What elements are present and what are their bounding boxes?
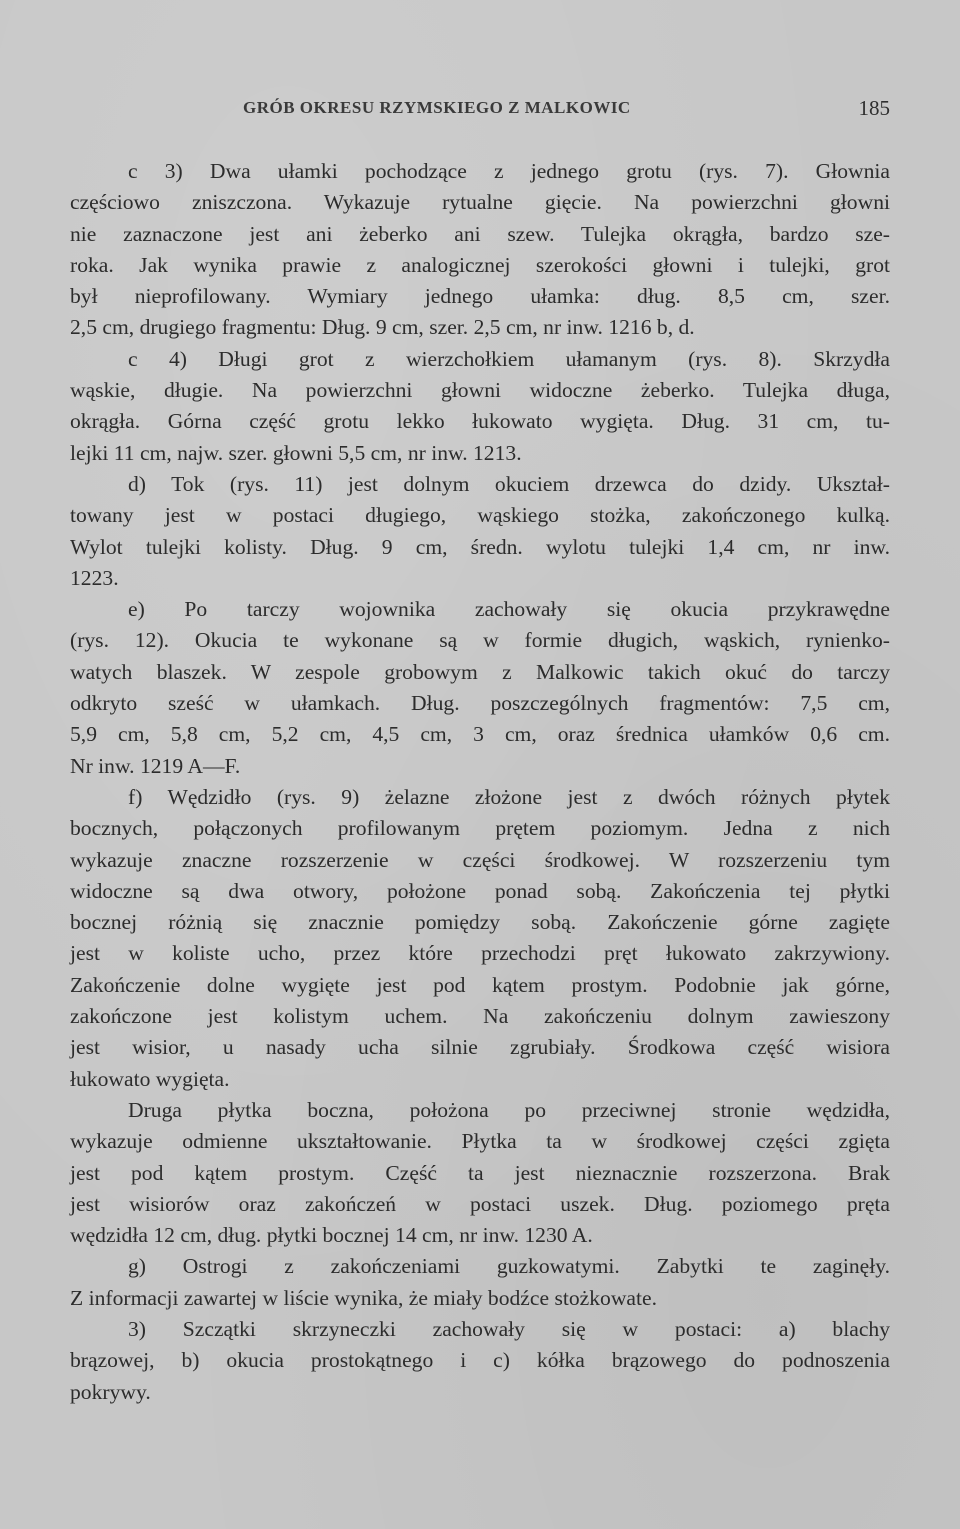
text-line: g) Ostrogi z zakończeniami guzkowatymi. Zabytki te zaginęły. <box>128 1254 890 1279</box>
page-number: 185 <box>858 96 890 120</box>
text-line: pokrywy. <box>70 1379 151 1404</box>
text-line: 3) Szczątki skrzyneczki zachowały się w postaci: a) blachy <box>128 1316 890 1341</box>
text-line: wędzidła 12 cm, dług. płytki bocznej 14 cm, nr inw. 1230 A. <box>70 1223 593 1248</box>
text-line: jest pod kątem prostym. Część ta jest nieznacznie rozszerzona. Brak <box>70 1160 890 1185</box>
text-line: bocznych, połączonych profilowanym prętem poziomym. Jedna z nich <box>70 816 890 841</box>
text-line: lejki 11 cm, najw. szer. głowni 5,5 cm, nr inw. 1213. <box>70 440 522 465</box>
text-line: okrągła. Górna część grotu lekko łukowato wygięta. Dług. 31 cm, tu- <box>70 409 890 434</box>
running-title: GRÓB OKRESU RZYMSKIEGO Z MALKOWIC <box>243 98 631 117</box>
text-line: roka. Jak wynika prawie z analogicznej szerokości głowni i tulejki, grot <box>70 252 890 277</box>
text-line: (rys. 12). Okucia te wykonane są w formie długich, wąskich, rynienko- <box>70 628 890 653</box>
text-line: brązowej, b) okucia prostokątnego i c) kółka brązowego do podnoszenia <box>70 1348 890 1373</box>
text-line: zakończone jest kolistym uchem. Na zakończeniu dolnym zawieszony <box>70 1004 890 1029</box>
text-line: jest wisiorów oraz zakończeń w postaci uszek. Dług. poziomego pręta <box>70 1191 890 1216</box>
text-line: Zakończenie dolne wygięte jest pod kątem prostym. Podobnie jak górne, <box>70 972 890 997</box>
page-header <box>243 98 893 128</box>
text-line: łukowato wygięta. <box>70 1066 230 1091</box>
text-line: d) Tok (rys. 11) jest dolnym okuciem drzewca do dzidy. Ukształ- <box>128 471 890 496</box>
text-line: c 4) Długi grot z wierzchołkiem ułamanym (rys. 8). Skrzydła <box>128 346 890 371</box>
text-line: 5,9 cm, 5,8 cm, 5,2 cm, 4,5 cm, 3 cm, oraz średnica ułamków 0,6 cm. <box>70 722 890 747</box>
text-line: 1223. <box>70 565 119 590</box>
text-line: f) Wędzidło (rys. 9) żelazne złożone jest z dwóch różnych płytek <box>128 784 890 809</box>
text-line: jest wisior, u nasady ucha silnie zgrubiały. Środkowa część wisiora <box>70 1035 890 1060</box>
body-text <box>70 156 890 1408</box>
text-line: Druga płytka boczna, położona po przeciwnej stronie wędzidła, <box>128 1097 890 1122</box>
text-line: Z informacji zawartej w liście wynika, że miały bodźce stożkowate. <box>70 1285 657 1310</box>
text-line: odkryto sześć w ułamkach. Dług. poszczególnych fragmentów: 7,5 cm, <box>70 691 890 716</box>
text-line: c 3) Dwa ułamki pochodzące z jednego grotu (rys. 7). Głownia <box>128 159 890 183</box>
text-line: jest w koliste ucho, przez które przechodzi pręt łukowato zakrzywiony. <box>70 941 890 966</box>
text-line: widoczne są dwa otwory, położone ponad sobą. Zakończenia tej płytki <box>70 878 890 903</box>
text-line: nie zaznaczone jest ani żeberko ani szew. Tulejka okrągła, bardzo sze- <box>70 221 890 246</box>
text-line: 2,5 cm, drugiego fragmentu: Dług. 9 cm, szer. 2,5 cm, nr inw. 1216 b, d. <box>70 315 695 340</box>
text-line: e) Po tarczy wojownika zachowały się okucia przykrawędne <box>128 597 890 622</box>
text-line: wykazuje znaczne rozszerzenie w części środkowej. W rozszerzeniu tym <box>70 847 890 872</box>
text-line: wykazuje odmienne ukształtowanie. Płytka ta w środkowej części zgięta <box>70 1129 890 1154</box>
text-line: towany jest w postaci długiego, wąskiego stożka, zakończonego kulką. <box>70 503 890 528</box>
text-line: częściowo zniszczona. Wykazuje rytualne gięcie. Na powierzchni głowni <box>70 190 890 215</box>
text-line: był nieprofilowany. Wymiary jednego ułamka: dług. 8,5 cm, szer. <box>70 284 890 309</box>
text-line: Nr inw. 1219 A—F. <box>70 753 241 778</box>
text-line: watych blaszek. W zespole grobowym z Malkowic takich okuć do tarczy <box>70 659 890 684</box>
text-line: Wylot tulejki kolisty. Dług. 9 cm, średn. wylotu tulejki 1,4 cm, nr inw. <box>70 534 890 559</box>
text-line: wąskie, długie. Na powierzchni głowni widoczne żeberko. Tulejka długa, <box>70 378 890 403</box>
text-line: bocznej różnią się znacznie pomiędzy sobą. Zakończenie górne zagięte <box>70 910 890 935</box>
